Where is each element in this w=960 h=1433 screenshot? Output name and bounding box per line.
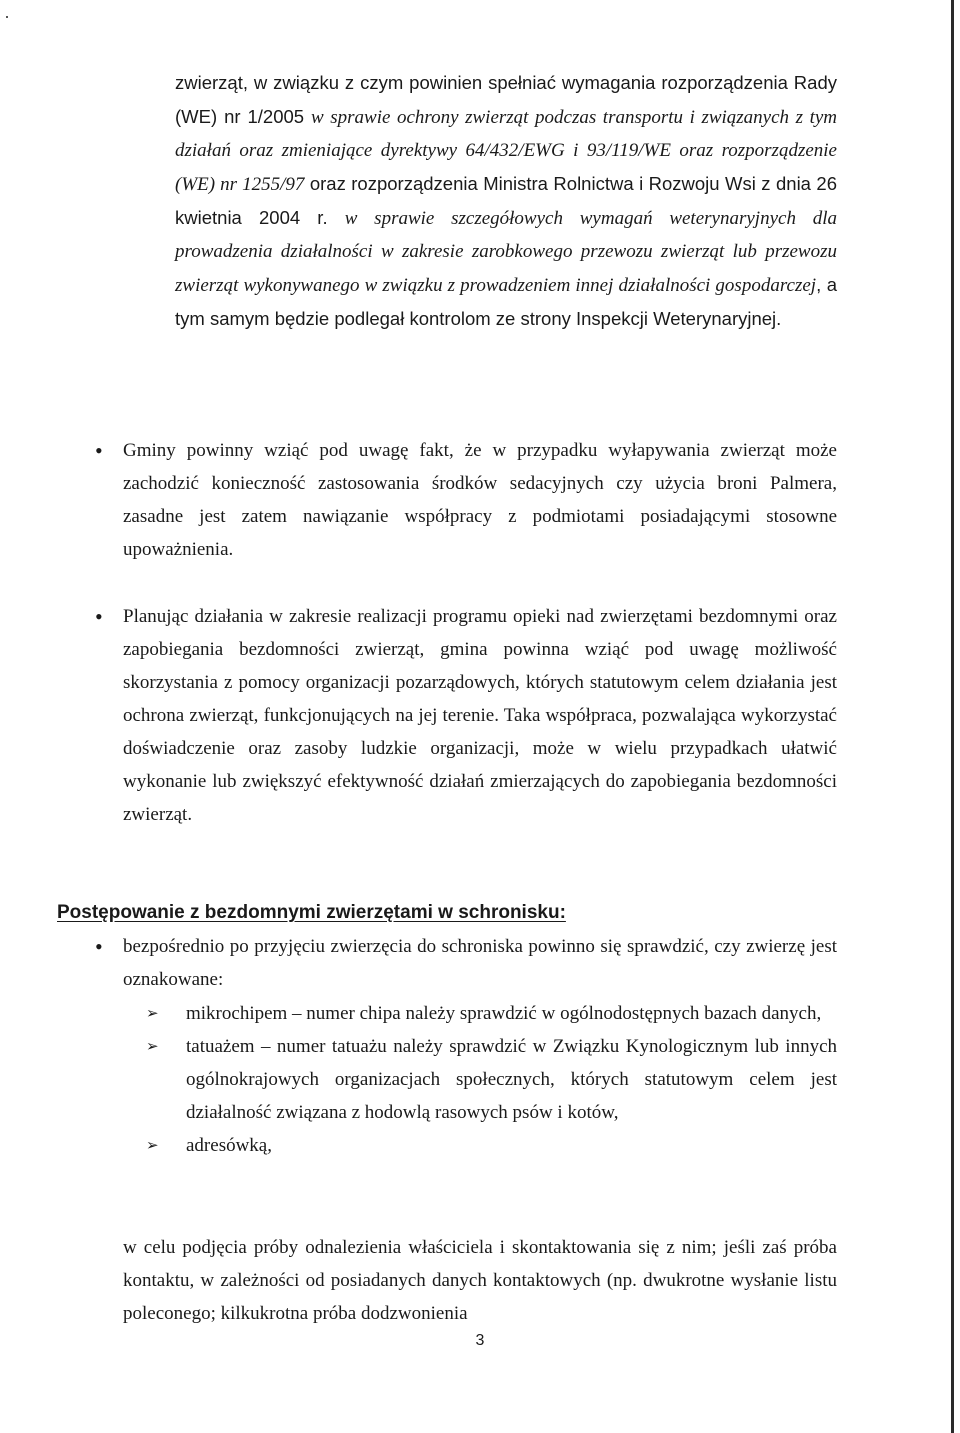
sub-list-item [146,997,837,1030]
page-number: 3 [475,1332,485,1349]
bullet-paragraph-planujac [95,600,837,831]
scan-speck [6,16,8,18]
arrow-bullet-icon: ➢ [146,1136,159,1154]
sub-item-text: adresówką, [186,1135,272,1156]
ministry-regulation-title-italic: w sprawie szczegółowych wymagań weterynaryjnych dla prowadzenia działalności w zakresie zarobkowego przewozu zwierząt lub przewozu zwierząt wykonywanego w związku z prowadzeniem innej działalności gospodarczej [175,208,837,296]
sub-list-item [146,1030,837,1129]
bullet-paragraph-schronisko [95,930,837,996]
inspection-text: , a tym samym będzie podlegał kontrolom ze strony Inspekcji Weterynaryjnej. [175,274,837,329]
bullet-text: Gminy powinny wziąć pod uwagę fakt, że w przypadku wyłapywania zwierząt może zachodzić konieczność zastosowania środków sedacyjnych czy użycia broni Palmera, zasadne jest zatem nawiązanie współpracy z podmiotami posiadającymi stosowne upoważnienia. [123,440,837,560]
bullet-text: bezpośrednio po przyjęciu zwierzęcia do schroniska powinno się sprawdzić, czy zwierzę jest oznakowane: [123,936,837,990]
bullet-icon: • [95,604,103,629]
ministry-regulation-text: oraz rozporządzenia Ministra Rolnictwa i Rozwoju Wsi z dnia 26 kwietnia 2004 r. [175,173,837,228]
scan-edge-line [951,0,954,1433]
sub-item-text: mikrochipem – numer chipa należy sprawdzić w ogólnodostępnych bazach danych, [186,1003,822,1024]
bullet-text: Planując działania w zakresie realizacji programu opieki nad zwierzętami bezdomnymi oraz zapobiegania bezdomności zwierząt, gmina powinna wziąć pod uwagę możliwość skorzystania z pomocy organizacji pozarządowych, których statutowym celem działania jest ochrona zwierząt, funkcjonujących na jej terenie. Taka współpraca, pozwalająca wykorzystać doświadczenie oraz zasoby ludzkie organizacji, może w wielu przypadkach ułatwić wykonanie lub zwiększyć efektywność działań zmierzających do zapobiegania bezdomności zwierząt. [123,606,837,825]
arrow-bullet-icon: ➢ [146,1004,159,1022]
bullet-paragraph-gminy [95,434,837,566]
regulation-title-italic: w sprawie ochrony zwierząt podczas transportu i związanych z tym działań oraz zmieniające dyrektywy 64/432/EWG i 93/119/WE oraz rozporządzenie (WE) nr 1255/97 [175,107,837,195]
marking-sub-list [146,997,837,1162]
paragraph-continuation [175,66,837,336]
sub-item-text: tatuażem – numer tatuażu należy sprawdzić w Związku Kynologicznym lub innych ogólnokrajowych organizacjach społecznych, których statutowym celem jest działalność związana z hodowlą rasowych psów i kotów, [186,1036,837,1123]
regulation-text: zwierząt, w związku z czym powinien spełniać wymagania rozporządzenia Rady (WE) nr 1/2005 [175,72,837,127]
section-heading: Postępowanie z bezdomnymi zwierzętami w schronisku: [57,902,566,923]
sub-list-item [146,1129,837,1162]
bullet-icon: • [95,934,103,959]
follow-up-paragraph: w celu podjęcia próby odnalezienia właściciela i skontaktowania się z nim; jeśli zaś próba kontaktu, w zależności od posiadanych danych kontaktowych (np. dwukrotne wysłanie listu poleconego; kilkukrotna próba dodzwonienia [123,1237,837,1324]
bullet-icon: • [95,438,103,463]
arrow-bullet-icon: ➢ [146,1037,159,1055]
